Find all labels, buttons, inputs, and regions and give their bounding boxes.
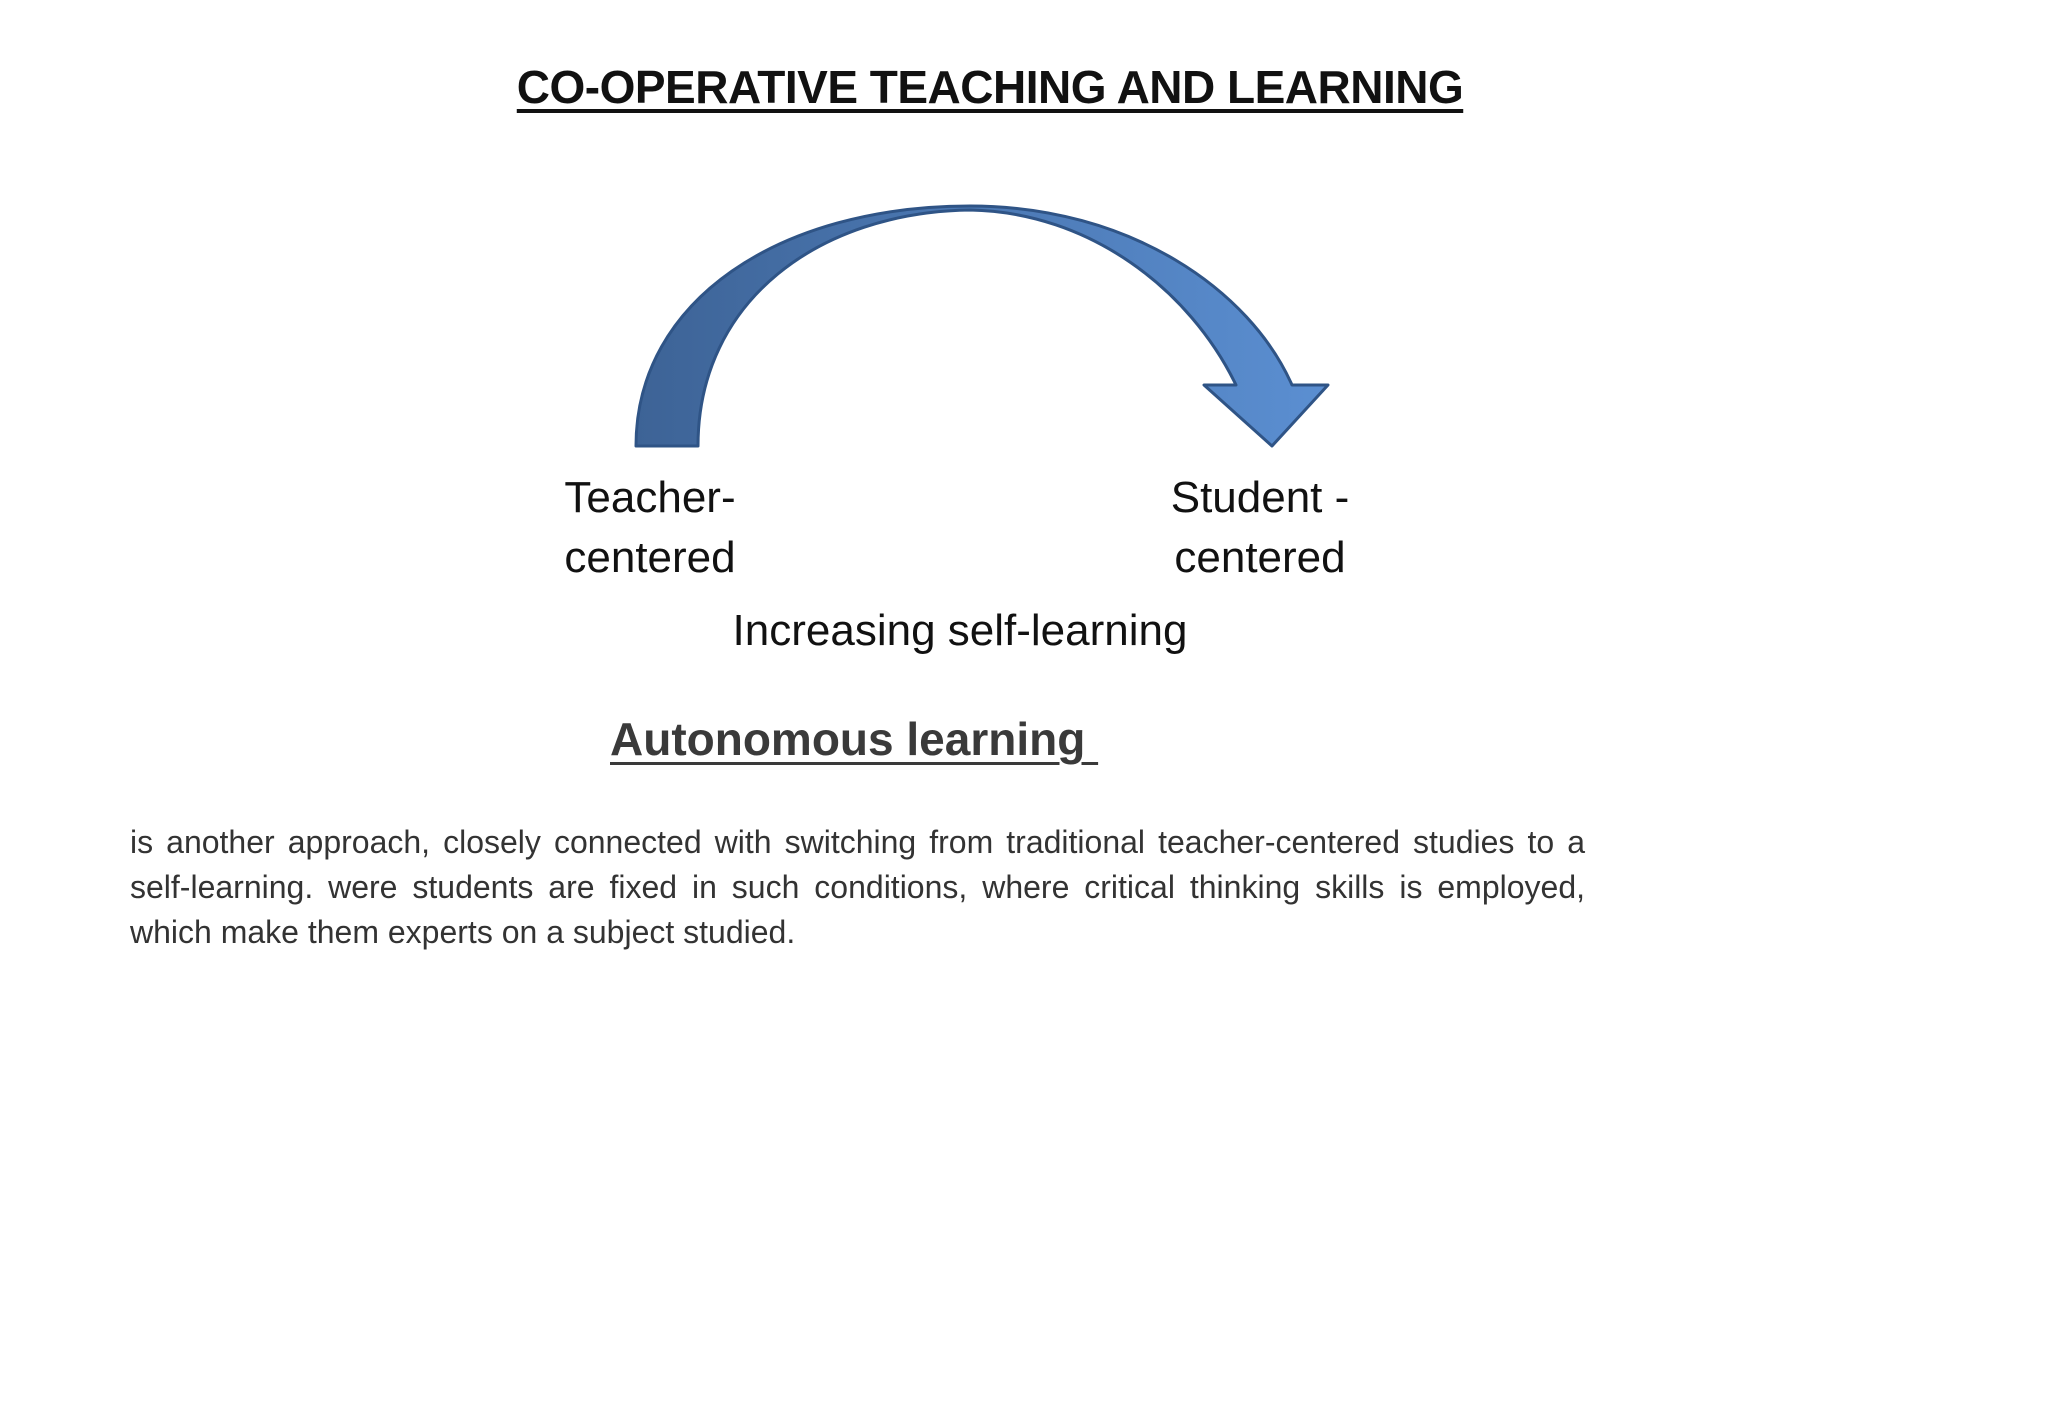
teacher-centered-label: Teacher- centered [564, 473, 736, 582]
section-heading-text: Autonomous learning [610, 713, 1099, 765]
student-centered-label: Student - centered [1170, 473, 1350, 582]
diagram-caption: Increasing self-learning [732, 606, 1188, 655]
section-heading [610, 712, 1098, 766]
page-title-text: CO-OPERATIVE TEACHING AND LEARNING [516, 61, 1464, 113]
section-paragraph: is another approach, closely connected with switching from traditional teacher-centered studies to a self-learning. were students are fixed in such conditions, where critical thinking skills is employed, which make them experts on a subject studied. [130, 824, 1585, 950]
curved-arrow-shape [636, 206, 1328, 446]
